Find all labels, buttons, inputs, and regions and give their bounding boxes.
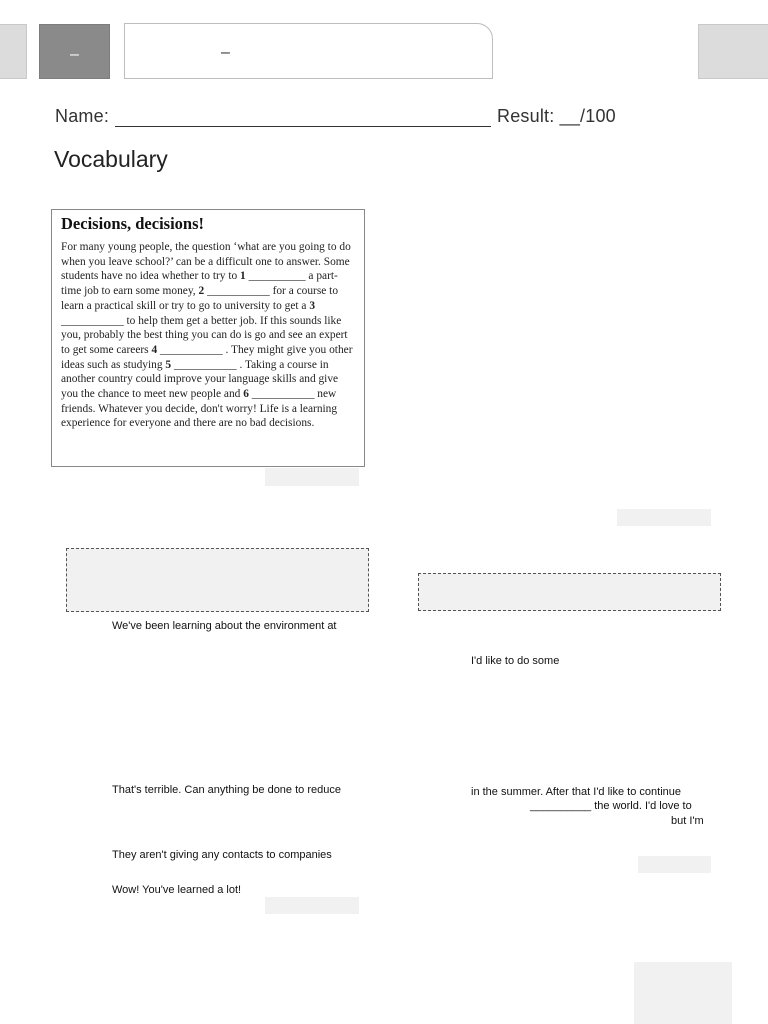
word-box-left	[66, 548, 369, 612]
gap-2[interactable]: ___________	[207, 285, 270, 298]
gap-3[interactable]: ___________	[61, 314, 124, 327]
result-label: Result:	[497, 106, 555, 126]
placeholder-block	[265, 468, 359, 486]
exercise-line: I'd like to do some	[471, 655, 560, 667]
title-box	[124, 23, 493, 79]
left-edge-tab[interactable]	[0, 24, 27, 79]
exercise-line: Wow! You've learned a lot!	[112, 884, 242, 896]
word-box-right	[418, 573, 721, 611]
result-score: __/100	[559, 106, 616, 126]
exercise-line: We've been learning about the environment at	[112, 620, 337, 632]
placeholder-block	[617, 509, 711, 526]
reading-passage	[51, 209, 365, 467]
name-result-row	[55, 106, 616, 127]
exercise-line: but I'm	[671, 815, 704, 827]
placeholder-block	[265, 897, 359, 914]
gap-number-1: 1	[240, 270, 246, 283]
section-tab[interactable]	[39, 24, 110, 79]
placeholder-block	[638, 856, 711, 873]
section-heading: Vocabulary	[54, 146, 168, 172]
exercise-line: They aren't giving any contacts to companies	[112, 849, 332, 861]
exercise-line: That's terrible. Can anything be done to reduce	[112, 784, 341, 796]
right-edge-tab[interactable]	[698, 24, 768, 79]
exercise-line: __________ the world. I'd love to	[530, 800, 692, 812]
section-tab-label: –	[70, 46, 79, 63]
title-box-text: –	[221, 44, 230, 61]
placeholder-block	[634, 962, 732, 1024]
gap-4[interactable]: ___________	[160, 343, 223, 356]
gap-5[interactable]: ___________	[173, 358, 237, 371]
name-blank-line	[115, 108, 491, 127]
passage-body: For many young people, the question ‘what are you going to do when you leave school?’ can be a difficult one to answer. Some students have no idea whether to try to 1 __________ a part-time job to earn some money, 2 ___________ for a course to learn a practical skill or try to go to university to get a 3 ___________ to help them get a better job. If this sounds like you, probably the best thing you can do is go and see an expert to get some careers 4 ___________ . They might give you other ideas such as studying 5 ___________ . Taking a course in another country could improve your language skills and give you the chance to meet new people and 6 ___________ new friends. Whatever you decide, don't worry! Life is a learning experience for everyone and there are no bad decisions.	[61, 241, 353, 430]
name-label: Name:	[55, 106, 110, 126]
gap-number-4: 4	[151, 343, 158, 356]
gap-number-6: 6	[243, 388, 249, 401]
gap-1[interactable]: __________	[248, 270, 306, 283]
gap-6[interactable]: ___________	[251, 388, 315, 401]
passage-title: Decisions, decisions!	[61, 214, 205, 233]
gap-number-3: 3	[309, 299, 316, 312]
gap-number-2: 2	[198, 285, 205, 298]
exercise-line: in the summer. After that I'd like to continue	[471, 786, 681, 798]
gap-number-5: 5	[165, 358, 172, 371]
